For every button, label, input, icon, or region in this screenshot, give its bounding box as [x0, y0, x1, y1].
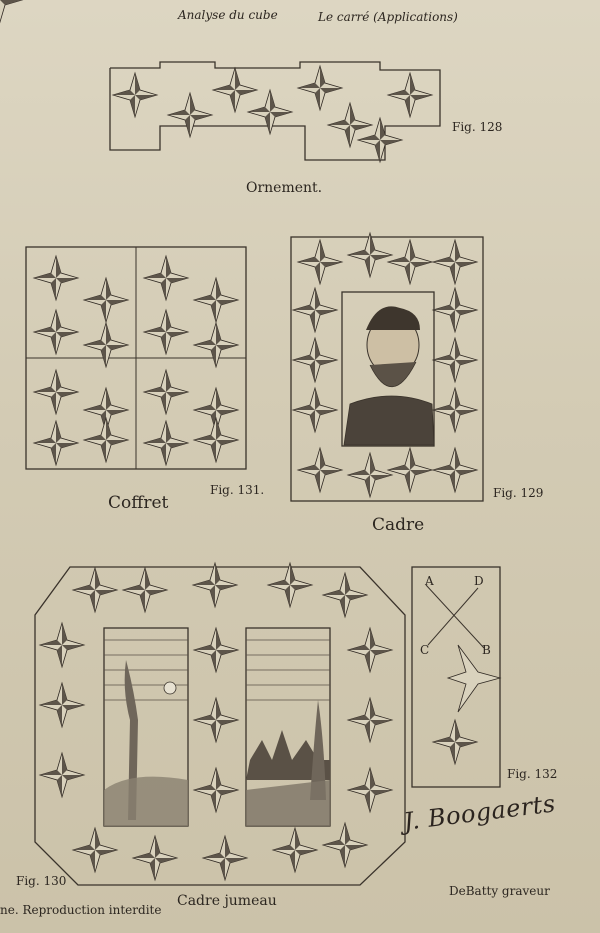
fig132-letter-c: C [420, 643, 430, 657]
fig131-coffret [26, 247, 246, 469]
header-right: Le carré (Applications) [318, 10, 458, 24]
fig128-caption: Ornement. [246, 180, 323, 196]
engraver-credit: DeBatty graveur [449, 884, 550, 898]
header-left: Analyse du cube [178, 8, 278, 22]
fig130-caption: Cadre jumeau [177, 893, 277, 909]
fig132-construction [412, 567, 500, 787]
fig132-label: Fig. 132 [507, 767, 558, 781]
fig132-letter-a: A [425, 574, 434, 588]
fig130-cadre-jumeau [35, 563, 405, 885]
fig131-caption: Coffret [108, 493, 169, 513]
fig129-caption: Cadre [372, 515, 425, 535]
fig132-letter-b: B [482, 643, 491, 657]
fig128-ornament [0, 0, 440, 162]
signature: J. Boogaerts [402, 789, 558, 836]
fig128-label: Fig. 128 [452, 120, 503, 134]
fig130-label: Fig. 130 [16, 874, 67, 888]
fig129-cadre [291, 233, 483, 501]
fig131-label: Fig. 131. [210, 483, 265, 497]
fig129-label: Fig. 129 [493, 486, 544, 500]
reproduction-note: ne. Reproduction interdite [0, 903, 162, 917]
fig132-letter-d: D [474, 574, 484, 588]
